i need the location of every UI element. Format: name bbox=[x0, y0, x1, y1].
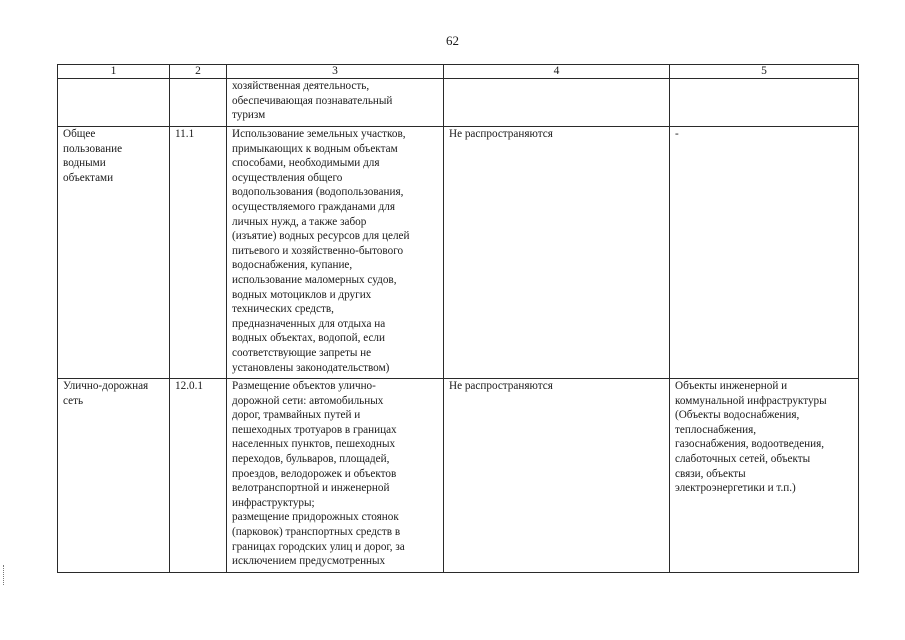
cell-text-line: переходов, бульваров, площадей, bbox=[232, 452, 390, 465]
cell-text-line: Общее bbox=[63, 128, 96, 140]
cell-text-line: сеть bbox=[63, 394, 84, 407]
cell-text-line: Улично-дорожная bbox=[63, 380, 149, 392]
cell-text-line: дорог, трамвайных путей и bbox=[232, 409, 361, 422]
cell-text-line: Использование земельных участков, bbox=[232, 128, 406, 140]
cell-text-line: велотранспортной и инженерной bbox=[232, 482, 390, 495]
cell-text-line: инфраструктуры; bbox=[232, 496, 315, 509]
cell-text-line: установлены законодательством) bbox=[232, 361, 390, 374]
cell-text-line: использование маломерных судов, bbox=[232, 273, 397, 286]
cell-text-line: водоснабжения, купание, bbox=[232, 259, 353, 272]
header-cell-1: 1 bbox=[58, 65, 170, 79]
cell-text-line: дорожной сети: автомобильных bbox=[232, 394, 384, 407]
table-row bbox=[58, 79, 859, 127]
cell-text-line: слаботочных сетей, объекты bbox=[675, 452, 811, 465]
restrictions-cell bbox=[444, 79, 670, 127]
cell-text-line: Объекты инженерной и bbox=[675, 380, 788, 392]
cell-text-line: водных объектах, водопой, если bbox=[232, 332, 385, 345]
cell-text-line: осуществления общего bbox=[232, 171, 343, 184]
code-cell bbox=[170, 79, 227, 127]
code-cell: 12.0.1 bbox=[170, 379, 227, 573]
cell-text-line: Размещение объектов улично- bbox=[232, 380, 376, 392]
cell-text-line: - bbox=[675, 128, 679, 140]
scan-margin-mark bbox=[3, 565, 6, 585]
permitted-objects-cell bbox=[670, 79, 859, 127]
cell-text-line: водопользования (водопользования, bbox=[232, 186, 404, 199]
cell-text-line: теплоснабжения, bbox=[675, 423, 757, 436]
header-cell-5: 5 bbox=[670, 65, 859, 79]
cell-text-line: коммунальной инфраструктуры bbox=[675, 394, 827, 407]
cell-text-line: личных нужд, а также забор bbox=[232, 215, 367, 228]
restrictions-cell: Не распространяются bbox=[444, 379, 670, 573]
description-cell bbox=[227, 379, 444, 573]
cell-text-line: электроэнергетики и т.п.) bbox=[675, 482, 796, 495]
description-cell bbox=[227, 79, 444, 127]
cell-text-line: водными bbox=[63, 157, 106, 170]
cell-text-line: обеспечивающая познавательный bbox=[232, 94, 393, 107]
cell-text-line: пользование bbox=[63, 142, 123, 155]
cell-text-line: хозяйственная деятельность, bbox=[232, 80, 370, 92]
cell-text-line: размещение придорожных стоянок bbox=[232, 511, 399, 524]
land-use-type-cell bbox=[58, 79, 170, 127]
table-header-row bbox=[58, 65, 859, 79]
land-use-type-cell bbox=[58, 127, 170, 379]
header-cell-2: 2 bbox=[170, 65, 227, 79]
cell-text-line: осуществляемого гражданами для bbox=[232, 200, 395, 213]
cell-text-line: туризм bbox=[232, 109, 266, 122]
header-cell-4: 4 bbox=[444, 65, 670, 79]
cell-text-line: (Объекты водоснабжения, bbox=[675, 409, 800, 422]
cell-text-line: (изъятие) водных ресурсов для целей bbox=[232, 230, 410, 243]
cell-text-line: проездов, велодорожек и объектов bbox=[232, 467, 397, 480]
cell-text-line: населенных пунктов, пешеходных bbox=[232, 438, 396, 451]
permitted-objects-cell bbox=[670, 379, 859, 573]
regulations-table bbox=[57, 64, 859, 573]
table-row bbox=[58, 379, 859, 573]
cell-text-line: водных мотоциклов и других bbox=[232, 288, 372, 301]
header-cell-3: 3 bbox=[227, 65, 444, 79]
cell-text-line: границах городских улиц и дорог, за bbox=[232, 540, 405, 553]
cell-text-line: газоснабжения, водоотведения, bbox=[675, 438, 825, 451]
cell-text-line: (парковок) транспортных средств в bbox=[232, 525, 401, 538]
land-use-type-cell bbox=[58, 379, 170, 573]
page-number: 62 bbox=[446, 33, 459, 48]
code-cell: 11.1 bbox=[170, 127, 227, 379]
cell-text-line: способами, необходимыми для bbox=[232, 157, 380, 170]
cell-text-line: объектами bbox=[63, 171, 114, 184]
permitted-objects-cell bbox=[670, 127, 859, 379]
restrictions-cell: Не распространяются bbox=[444, 127, 670, 379]
table-row bbox=[58, 127, 859, 379]
cell-text-line: исключением предусмотренных bbox=[232, 555, 386, 568]
cell-text-line: технических средств, bbox=[232, 303, 334, 316]
description-cell bbox=[227, 127, 444, 379]
cell-text-line: связи, объекты bbox=[675, 467, 746, 480]
cell-text-line: предназначенных для отдыха на bbox=[232, 317, 386, 330]
cell-text-line: соответствующие запреты не bbox=[232, 346, 372, 359]
cell-text-line: питьевого и хозяйственно-бытового bbox=[232, 244, 404, 257]
cell-text-line: пешеходных тротуаров в границах bbox=[232, 423, 397, 436]
cell-text-line: примыкающих к водным объектам bbox=[232, 142, 398, 155]
